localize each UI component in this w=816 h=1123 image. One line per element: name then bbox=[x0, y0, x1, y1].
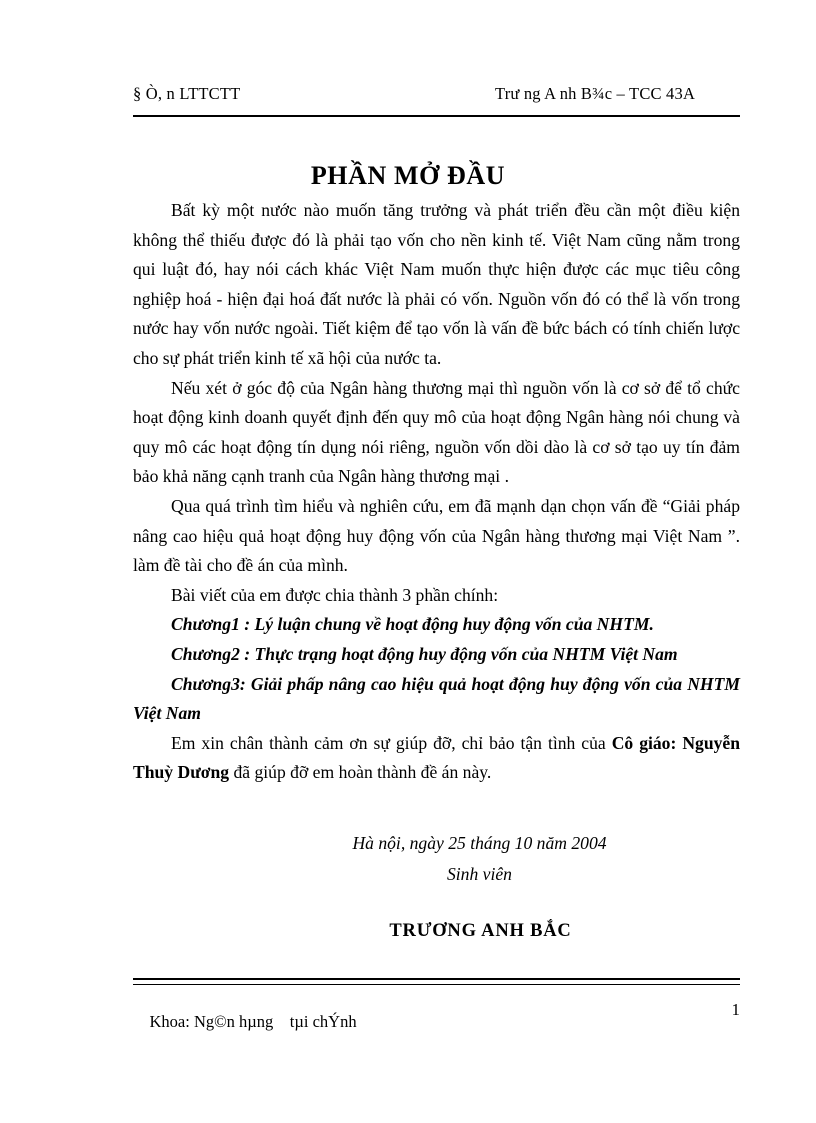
body-paragraph-1: Bất kỳ một nước nào muốn tăng trưởng và phát triển đều cần một điều kiện không thể thiếu được đó là phải tạo vốn cho nền kinh tế. Việt Nam cũng nằm trong qui luật đó, hay nói cách khác Việt Nam muốn thực hiện được các mục tiêu công nghiệp hoá - hiện đại hoá đất nước là phải có vốn. Nguồn vốn đó có thể là vốn trong nước hay vốn nước ngoài. Tiết kiệm để tạo vốn là vấn đề bức bách có tính chiến lược cho sự phát triển kinh tế xã hội của nước ta. bbox=[133, 200, 740, 368]
body-paragraph-2: Nếu xét ở góc độ của Ngân hàng thương mại thì nguồn vốn là cơ sở để tổ chức hoạt động kinh doanh quyết định đến quy mô của hoạt động Ngân hàng nói chung và quy mô các hoạt động tín dụng nói riêng, nguồn vốn dồi dào là cơ sở tạo uy tín đảm bảo khả năng cạnh tranh của Ngân hàng thương mại . bbox=[133, 377, 740, 487]
chapter-list-item-2: Chương2 : Thực trạng hoạt động huy động vốn của NHTM Việt Nam bbox=[171, 643, 678, 664]
footer-department-text: Khoa: Ng©n hµng tµi chÝnh bbox=[149, 1012, 357, 1031]
document-body bbox=[133, 196, 740, 788]
header-right-text: Trư ng A nh B¾c – TCC 43A bbox=[495, 84, 696, 103]
body-paragraph-3: Qua quá trình tìm hiểu và nghiên cứu, em đã mạnh dạn chọn vấn đề “Giải pháp nâng cao hiệu quả hoạt động huy động vốn của Ngân hàng thương mại Việt Nam ”. làm đề tài cho đề án của mình. bbox=[133, 495, 740, 576]
signature-block bbox=[133, 828, 740, 890]
signature-role: Sinh viên bbox=[447, 864, 512, 884]
signature-date: Hà nội, ngày 25 tháng 10 năm 2004 bbox=[352, 833, 607, 853]
signature-author-name: TRƯƠNG ANH BẮC bbox=[389, 921, 572, 941]
acknowledgement-tail: đã giúp đỡ em hoàn thành đề án này. bbox=[229, 762, 492, 783]
chapter-list-item-1: Chương1 : Lý luận chung về hoạt động huy động vốn của NHTM. bbox=[171, 614, 654, 635]
acknowledgement-teacher-name: Cô giáo: Nguyễn Thuỳ Dương bbox=[133, 732, 741, 783]
chapter-list-item-3: Chương3: Giải phấp nâng cao hiệu quả hoạt động huy động vốn của NHTM Việt Nam bbox=[133, 673, 740, 724]
page-title: PHẦN MỞ ĐẦU bbox=[310, 161, 506, 191]
header-divider-rule bbox=[133, 115, 740, 117]
acknowledgement-paragraph bbox=[133, 729, 740, 788]
header-left-text: § Ò, n LTTCTT bbox=[133, 84, 241, 103]
page-number: 1 bbox=[731, 1000, 740, 1019]
page-header bbox=[133, 84, 740, 112]
body-paragraph-4: Bài viết của em được chia thành 3 phần chính: bbox=[171, 584, 499, 605]
footer-divider-rule-thick bbox=[133, 978, 740, 980]
acknowledgement-lead: Em xin chân thành cảm ơn sự giúp đỡ, chỉ bảo tận tình của bbox=[171, 732, 612, 753]
footer-divider-rule-thin bbox=[133, 984, 740, 985]
